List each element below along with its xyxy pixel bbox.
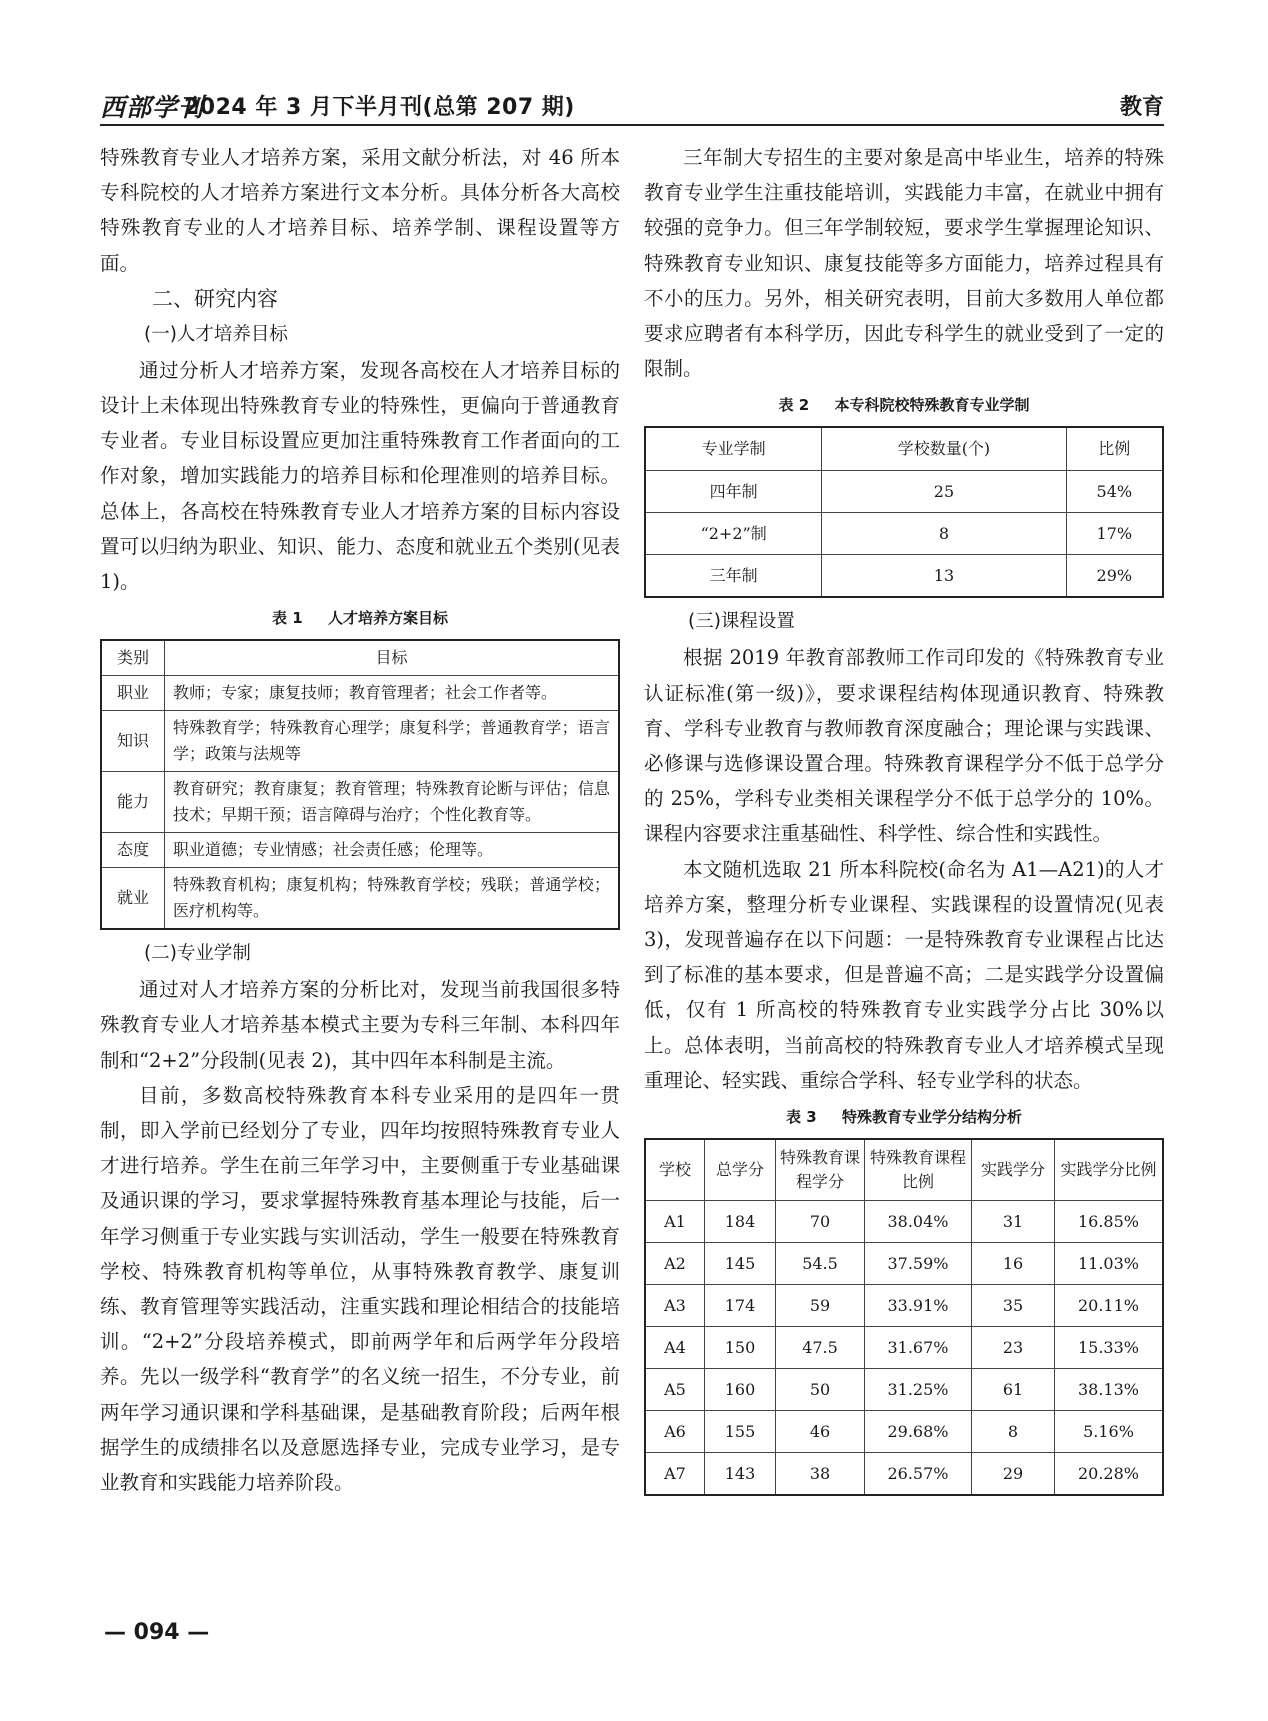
table-cell: 5.16% <box>1055 1411 1164 1453</box>
table-header-row <box>645 1139 1163 1201</box>
table-cell: A4 <box>645 1327 705 1369</box>
table-cell: 33.91% <box>865 1285 972 1327</box>
table3-title: 特殊教育专业学分结构分析 <box>841 1108 1022 1127</box>
table-cell: 31.67% <box>865 1327 972 1369</box>
table-cell: 145 <box>705 1243 776 1285</box>
table1-caption <box>100 601 620 635</box>
journal-logo: 西部学刊 <box>100 93 205 122</box>
table-row <box>101 711 619 772</box>
section-name: 教育 <box>1119 95 1164 120</box>
table-cell: “2+2”制 <box>645 513 822 555</box>
table-header-cell: 比例 <box>1066 427 1163 471</box>
table-cell: 174 <box>705 1285 776 1327</box>
subheading-goals: (一)人才培养目标 <box>144 323 288 345</box>
courses-paragraph-2: 本文随机选取 21 所本科院校(命名为 A1—A21)的人才培养方案，整理分析专业课程、实践课程的设置情况(见表 3)，发现普遍存在以下问题：一是特殊教育专业课程占比达到了标准的基本要求，但是普遍不高；二是实践学分设置偏低，仅有 1 所高校的特殊教育专业实践学分占比 30%以上。总体表明，当前高校的特殊教育专业人才培养模式呈现重理论、轻实践、重综合学科、轻专业学科的状态。 <box>644 857 1164 1092</box>
table-cell: 46 <box>776 1411 865 1453</box>
table-cell: 50 <box>776 1369 865 1411</box>
right-column <box>644 140 1164 1496</box>
system-paragraph-2: 目前，多数高校特殊教育本科专业采用的是四年一贯制，即入学前已经划分了专业，四年均按照特殊教育专业人才进行培养。学生在前三年学习中，主要侧重于专业基础课及通识课的学习，要求掌握特殊教育基本理论与技能，后一年学习侧重于专业实践与实训活动，学生一般要在特殊教育学校、特殊教育机构等单位，从事特殊教育教学、康复训练、教育管理等实践活动，注重实践和理论相结合的技能培训。“2+2”分段培养模式，即前两学年和后两学年分段培养。先以一级学科“教育学”的名义统一招生，不分专业，前两年学习通识课和学科基础课，是基础教育阶段；后两年根据学生的成绩排名以及意愿选择专业，完成专业学习，是专业教育和实践能力培养阶段。 <box>100 1083 620 1495</box>
table-header-cell: 类别 <box>101 640 165 676</box>
table3-body <box>645 1201 1163 1496</box>
table-header-cell: 实践学分比例 <box>1055 1139 1164 1201</box>
table3-caption <box>644 1100 1164 1134</box>
courses-paragraph-1: 根据 2019 年教育部教师工作司印发的《特殊教育专业认证标准(第一级)》，要求课程结构体现通识教育、特殊教育、学科专业教育与教师教育深度融合；理论课与实践课、必修课与选修课设置合理。特殊教育课程学分不低于总学分的 25%，学科专业类相关课程学分不低于总学分的 10%。课程内容要求注重基础性、科学性、综合性和实践性。 <box>644 646 1164 846</box>
table-cell: 15.33% <box>1055 1327 1164 1369</box>
section-heading-research: 二、研究内容 <box>152 286 278 311</box>
table-row <box>645 555 1163 598</box>
table-cell: 16 <box>972 1243 1055 1285</box>
table-header-cell: 特殊教育课程比例 <box>865 1139 972 1201</box>
table-row <box>101 868 619 930</box>
table-row <box>101 772 619 833</box>
table-cell: 155 <box>705 1411 776 1453</box>
table-row <box>645 1243 1163 1285</box>
table-row <box>645 1453 1163 1496</box>
table-cell: 184 <box>705 1201 776 1243</box>
table-cell: 23 <box>972 1327 1055 1369</box>
table-cell: 态度 <box>101 833 165 868</box>
table-cell: 20.28% <box>1055 1453 1164 1496</box>
table-cell: 就业 <box>101 868 165 930</box>
table-header-row <box>101 640 619 676</box>
issue-info: 2024 年 3 月下半月刊(总第 207 期) <box>184 95 575 120</box>
table-cell: 四年制 <box>645 471 822 513</box>
table-row <box>101 833 619 868</box>
table-cell: 特殊教育学；特殊教育心理学；康复科学；普通教育学；语言学；政策与法规等 <box>165 711 620 772</box>
table2-caption <box>644 388 1164 422</box>
table-cell: 38.04% <box>865 1201 972 1243</box>
subheading-system: (二)专业学制 <box>144 943 251 965</box>
table-cell: 38 <box>776 1453 865 1496</box>
table-cell: 职业道德；专业情感；社会责任感；伦理等。 <box>165 833 620 868</box>
table-cell: 47.5 <box>776 1327 865 1369</box>
table3 <box>644 1138 1164 1496</box>
table-cell: 特殊教育机构；康复机构；特殊教育学校；残联；普通学校；医疗机构等。 <box>165 868 620 930</box>
table-cell: 29 <box>972 1453 1055 1496</box>
left-column <box>100 140 620 1500</box>
table-header-cell: 学校数量(个) <box>822 427 1066 471</box>
table-header-cell: 实践学分 <box>972 1139 1055 1201</box>
header-rule <box>100 124 1164 126</box>
table-row <box>645 1411 1163 1453</box>
table-cell: 16.85% <box>1055 1201 1164 1243</box>
table-header-cell: 特殊教育课程学分 <box>776 1139 865 1201</box>
table-row <box>645 1369 1163 1411</box>
table-cell: 教师；专家；康复技师；教育管理者；社会工作者等。 <box>165 676 620 711</box>
table-cell: 35 <box>972 1285 1055 1327</box>
table-cell: 54% <box>1066 471 1163 513</box>
table-row <box>645 1327 1163 1369</box>
table1-number: 表 1 <box>272 609 303 628</box>
table-cell: 11.03% <box>1055 1243 1164 1285</box>
table-cell: 8 <box>822 513 1066 555</box>
table-header-cell: 学校 <box>645 1139 705 1201</box>
table1-title: 人才培养方案目标 <box>327 609 448 628</box>
intro-paragraph: 特殊教育专业人才培养方案，采用文献分析法，对 46 所本专科院校的人才培养方案进行文本分析。具体分析各大高校特殊教育专业的人才培养目标、培养学制、课程设置等方面。 <box>100 146 620 275</box>
table-row <box>645 1201 1163 1243</box>
table-cell: 教育研究；教育康复；教育管理；特殊教育论断与评估；信息技术；早期干预；语言障碍与治疗；个性化教育等。 <box>165 772 620 833</box>
table-cell: 13 <box>822 555 1066 598</box>
table-cell: A7 <box>645 1453 705 1496</box>
table-header-row <box>645 427 1163 471</box>
table-cell: 知识 <box>101 711 165 772</box>
table-cell: 61 <box>972 1369 1055 1411</box>
table-cell: 31.25% <box>865 1369 972 1411</box>
table-cell: A3 <box>645 1285 705 1327</box>
table-row <box>645 1285 1163 1327</box>
table-row <box>645 471 1163 513</box>
table-cell: A5 <box>645 1369 705 1411</box>
system-paragraph-1: 通过对人才培养方案的分析比对，发现当前我国很多特殊教育专业人才培养基本模式主要为专科三年制、本科四年制和“2+2”分段制(见表 2)，其中四年本科制是主流。 <box>100 978 620 1072</box>
table-cell: 17% <box>1066 513 1163 555</box>
table-cell: 29.68% <box>865 1411 972 1453</box>
table-cell: 25 <box>822 471 1066 513</box>
three-year-paragraph: 三年制大专招生的主要对象是高中毕业生，培养的特殊教育专业学生注重技能培训，实践能力丰富，在就业中拥有较强的竞争力。但三年学制较短，要求学生掌握理论知识、特殊教育专业知识、康复技能等多方面能力，培养过程具有不小的压力。另外，相关研究表明，目前大多数用人单位都要求应聘者有本科学历，因此专科学生的就业受到了一定的限制。 <box>644 146 1164 381</box>
table-row <box>645 513 1163 555</box>
goals-paragraph: 通过分析人才培养方案，发现各高校在人才培养目标的设计上未体现出特殊教育专业的特殊性，更偏向于普通教育专业者。专业目标设置应更加注重特殊教育工作者面向的工作对象，增加实践能力的培养目标和伦理准则的培养目标。总体上，各高校在特殊教育专业人才培养方案的目标内容设置可以归纳为职业、知识、能力、态度和就业五个类别(见表 1)。 <box>100 358 620 594</box>
table-header-cell: 目标 <box>165 640 620 676</box>
subheading-courses: (三)课程设置 <box>688 611 795 633</box>
table-cell: 54.5 <box>776 1243 865 1285</box>
table-cell: 150 <box>705 1327 776 1369</box>
table2 <box>644 426 1164 598</box>
table-cell: 38.13% <box>1055 1369 1164 1411</box>
table-cell: A2 <box>645 1243 705 1285</box>
table-cell: 三年制 <box>645 555 822 598</box>
table-row <box>101 676 619 711</box>
table-cell: 31 <box>972 1201 1055 1243</box>
table-cell: 26.57% <box>865 1453 972 1496</box>
table-header-cell: 总学分 <box>705 1139 776 1201</box>
table1 <box>100 639 620 930</box>
table-cell: 70 <box>776 1201 865 1243</box>
table-cell: 职业 <box>101 676 165 711</box>
table-cell: 59 <box>776 1285 865 1327</box>
table-cell: 37.59% <box>865 1243 972 1285</box>
table-cell: 能力 <box>101 772 165 833</box>
table-cell: 29% <box>1066 555 1163 598</box>
table-cell: 143 <box>705 1453 776 1496</box>
table-cell: 8 <box>972 1411 1055 1453</box>
table2-title: 本专科院校特殊教育专业学制 <box>834 396 1030 415</box>
table-cell: 160 <box>705 1369 776 1411</box>
page-header <box>100 88 1164 120</box>
table-cell: A6 <box>645 1411 705 1453</box>
table-header-cell: 专业学制 <box>645 427 822 471</box>
table3-number: 表 3 <box>786 1108 817 1127</box>
table-cell: 20.11% <box>1055 1285 1164 1327</box>
table2-number: 表 2 <box>778 396 810 415</box>
page-number: — 094 — <box>104 1620 210 1645</box>
table-cell: A1 <box>645 1201 705 1243</box>
